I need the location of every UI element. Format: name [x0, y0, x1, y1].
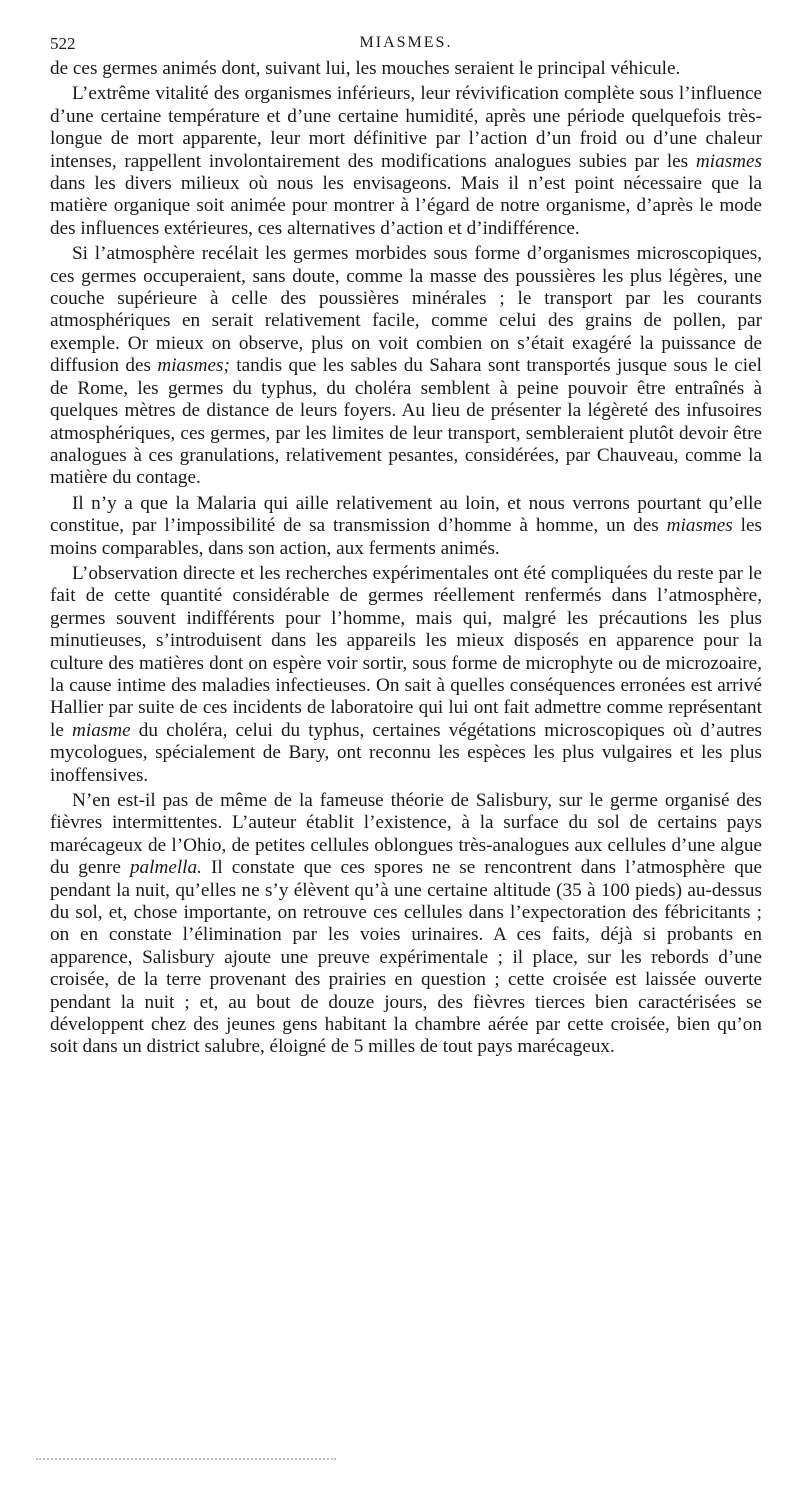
- page-header: [50, 30, 762, 58]
- italic-term: miasme: [72, 719, 131, 741]
- paragraph: [50, 563, 762, 787]
- paragraph: [50, 493, 762, 560]
- text-run: Il n’y a que la Malaria qui aille relativement au loin, et nous verrons pourtant qu’elle constitue, par l’impossibilité de sa transmission d’homme à homme, un des: [50, 492, 762, 537]
- paragraph: [50, 58, 762, 80]
- text-run: tandis que les sables du Sahara sont transportés jusque sous le ciel de Rome, les germes du typhus, du choléra semblent à peine pouvoir être entraînés à quelques mètres de distance de leurs foyers. Au lieu de présenter la légèreté des infusoires atmosphériques, ces germes, par les limites de leur transport, sembleraient plutôt devoir être analogues à ces granulations, relativement pesantes, considérées, par Chauveau, comme la matière du contage.: [50, 355, 762, 489]
- text-run: de ces germes animés dont, suivant lui, les mouches seraient le principal véhicule.: [50, 58, 681, 79]
- text-run: Il constate que ces spores ne se rencontrent dans l’atmosphère que pendant la nuit, qu’elles ne s’y élèvent qu’à une certaine altitude (35 à 100 pieds) au-dessus du sol, et, chose importante, on retrouve ces cellules dans l’expectoration des fébricitants ; on en constate l’élimination par les voies urinaires. A ces faits, déjà si probants en apparence, Salisbury ajoute une preuve expérimentale ; il place, sur les rebords d’une croisée, de la terre provenant des prairies en question ; cette croisée est laissée ouverte pendant la nuit ; et, au bout de douze jours, des fièvres tierces bien caractérisées se développent chez des jeunes gens habitant la chambre aérée par cette croisée, bien qu’on soit dans un district salubre, éloigné de 5 milles de tout pays marécageux.: [50, 857, 762, 1058]
- running-title: MIASMES.: [359, 34, 453, 51]
- body-text: [50, 58, 762, 1059]
- italic-term: miasmes: [695, 150, 762, 172]
- text-run: L’observation directe et les recherches expérimentales ont été compliquées du reste par le fait de cette quantité considérable de germes réellement renfermés dans l’atmosphère, germes souvent indifférents pour l’homme, mais qui, malgré les précautions les plus minutieuses, s’introduisent dans les appareils les mieux disposés en apparence pour la culture des matières dont on espère voir sortir, sous forme de microphyte ou de microzoaire, la cause intime des maladies infectieuses. On sait à quelles conséquences erronées est arrivé Hallier par suite de ces incidents de laboratoire qui lui ont fait admettre comme représentant le: [50, 562, 762, 741]
- text-run: du choléra, celui du typhus, certaines végétations microscopiques où d’autres mycologues, spécialement de Bary, ont reconnu les espèces les plus vulgaires et les plus inoffensives.: [50, 719, 762, 786]
- italic-term: miasmes: [666, 515, 733, 537]
- italic-term: palmella.: [129, 857, 202, 879]
- paragraph: [50, 83, 762, 240]
- text-run: L’extrême vitalité des organismes inférieurs, leur révivification complète sous l’influence d’une certaine température et d’une certaine humidité, après une période quelquefois très-longue de mort apparente, leur mort définitive par l’action d’un froid ou d’une chaleur intenses, rappellent involontairement des modifications analogues subies par les: [50, 83, 762, 172]
- paragraph: [50, 790, 762, 1059]
- page-number: 522: [50, 34, 76, 53]
- book-page: [50, 30, 762, 1059]
- italic-term: miasmes;: [157, 355, 230, 377]
- paragraph: [50, 243, 762, 489]
- text-run: les moins comparables, dans son action, aux ferments animés.: [50, 515, 762, 559]
- text-run: dans les divers milieux où nous les envisageons. Mais il n’est point nécessaire que la matière organique soit animée pour montrer à l’égard de notre organisme, d’après le mode des influences extérieures, ces alternatives d’action et d’indifférence.: [50, 173, 762, 239]
- text-run: Si l’atmosphère recélait les germes morbides sous forme d’organismes microscopiques, ces germes occuperaient, sans doute, comme la masse des poussières les plus légères, une couche supérieure à celle des poussières minérales ; le transport par les courants atmosphériques en serait relativement facile, comme celui des grains de pollen, par exemple. Or mieux on observe, plus on voit combien on s’était exagéré la puissance de diffusion des: [50, 243, 762, 377]
- footer-rule: [36, 1458, 336, 1464]
- text-run: N’en est-il pas de même de la fameuse théorie de Salisbury, sur le germe organisé des fièvres intermittentes. L’auteur établit l’existence, à la surface du sol de certains pays marécageux de l’Ohio, de petites cellules oblongues très-analogues aux cellules d’une algue du genre: [50, 790, 762, 879]
